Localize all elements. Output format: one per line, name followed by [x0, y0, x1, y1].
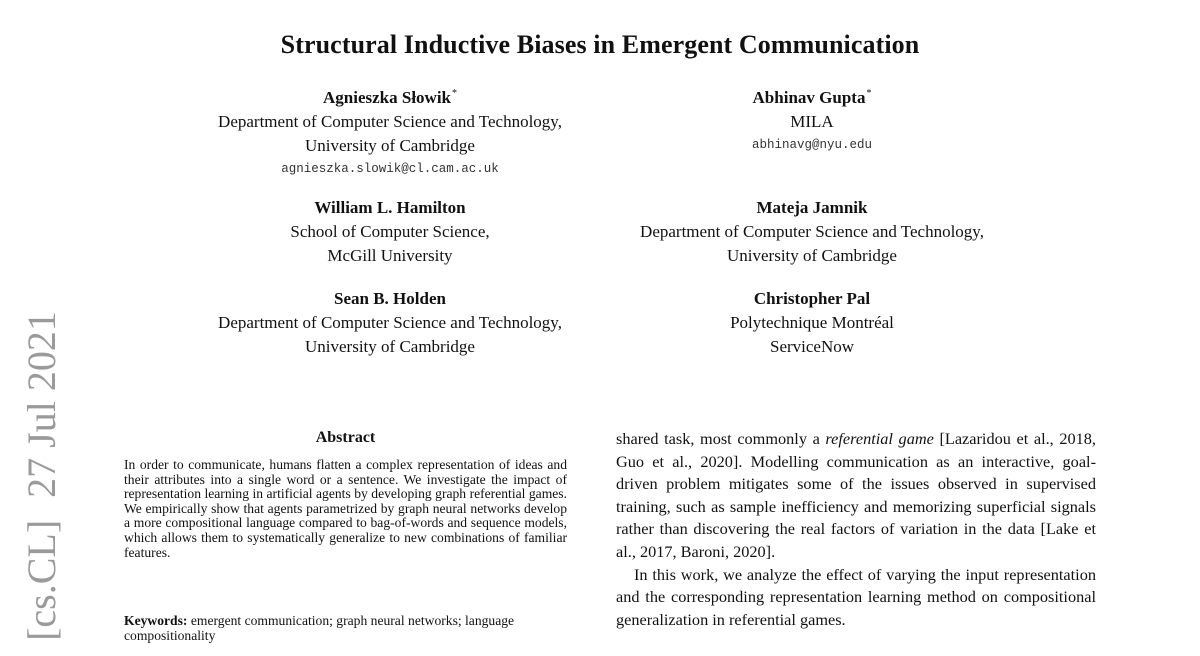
- author-block: [612, 196, 1012, 268]
- keywords-text: emergent communication; graph neural networks; language compositionality: [124, 613, 515, 643]
- author-name: Christopher Pal: [753, 289, 871, 308]
- author-name: Abhinav Gupta*: [752, 88, 872, 107]
- author-affiliation: Department of Computer Science and Technology,: [218, 112, 562, 131]
- author-affiliation: Department of Computer Science and Technology,: [218, 313, 562, 332]
- author-email: abhinavg@nyu.edu: [751, 138, 873, 152]
- arxiv-category: [cs.CL]: [19, 519, 64, 641]
- author-affiliation: University of Cambridge: [727, 246, 897, 265]
- abstract-heading: Abstract: [315, 429, 376, 446]
- abstract-text: In order to communicate, humans flatten a complex representation of ideas and their attributes into a single word or a sentence. We investigate the impact of representation learning in artificial agents by developing graph referential games. We empirically show that agents parametrized by graph neural networks develop a more compositional language compared to bag-of-words and sequence models, which allows them to systematically generalize to new combinations of familiar features.: [124, 457, 567, 560]
- author-affiliation: McGill University: [327, 246, 453, 265]
- author-affiliation: Department of Computer Science and Technology,: [640, 222, 984, 241]
- arxiv-date: 27 Jul 2021: [19, 311, 64, 498]
- author-affiliation: University of Cambridge: [305, 136, 475, 155]
- author-block: [190, 196, 590, 268]
- paper-title: Structural Inductive Biases in Emergent Communication: [280, 30, 920, 59]
- emphasis-text: referential game: [825, 429, 934, 448]
- author-affiliation: Polytechnique Montréal: [730, 313, 894, 332]
- author-name: William L. Hamilton: [314, 198, 466, 217]
- author-affiliation: School of Computer Science,: [290, 222, 490, 241]
- author-affiliation: ServiceNow: [769, 337, 855, 356]
- author-block: [190, 287, 590, 359]
- body-paragraph: shared task, most commonly a referential game [Lazaridou et al., 2018, Guo et al., 2020]. Modelling communication as an interactive, goal-driven problem mitigates some of the issues observed in supervised training, such as sample inefficiency and memorizing superficial signals rather than discovering the real factors of variation in the data [Lake et al., 2017, Baroni, 2020].: [616, 429, 1096, 561]
- author-block: [190, 82, 590, 180]
- body-paragraph: In this work, we analyze the effect of varying the input representation and the corresponding representation learning method on compositional generalization in referential games.: [616, 564, 1096, 629]
- equal-contribution-mark: *: [866, 88, 872, 99]
- author-name: Sean B. Holden: [334, 289, 446, 308]
- author-affiliation: University of Cambridge: [305, 337, 475, 356]
- body-text-column: [616, 428, 1096, 631]
- keywords-label: Keywords:: [124, 613, 188, 628]
- keywords: [124, 614, 567, 643]
- author-block: [612, 287, 1012, 359]
- author-affiliation: MILA: [790, 112, 834, 131]
- equal-contribution-mark: *: [452, 88, 457, 99]
- author-name: Mateja Jamnik: [756, 198, 868, 217]
- author-name: Agnieszka Słowik*: [323, 88, 457, 107]
- author-email: agnieszka.slowik@cl.cam.ac.uk: [281, 162, 499, 176]
- arxiv-stamp: [12, 296, 72, 656]
- author-block: [612, 82, 1012, 156]
